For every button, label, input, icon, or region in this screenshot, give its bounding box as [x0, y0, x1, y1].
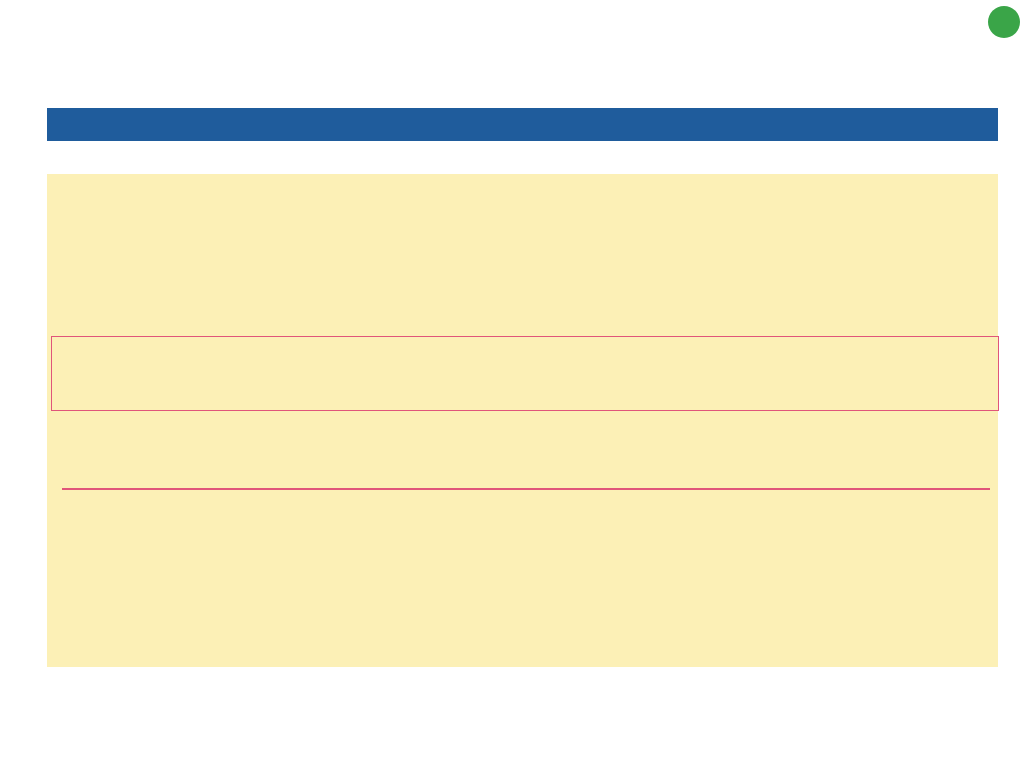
table-header-row — [47, 108, 998, 141]
status-dot-icon — [988, 6, 1020, 38]
year-row — [47, 141, 998, 174]
highlight-underline — [62, 488, 990, 490]
highlight-box — [51, 336, 999, 411]
